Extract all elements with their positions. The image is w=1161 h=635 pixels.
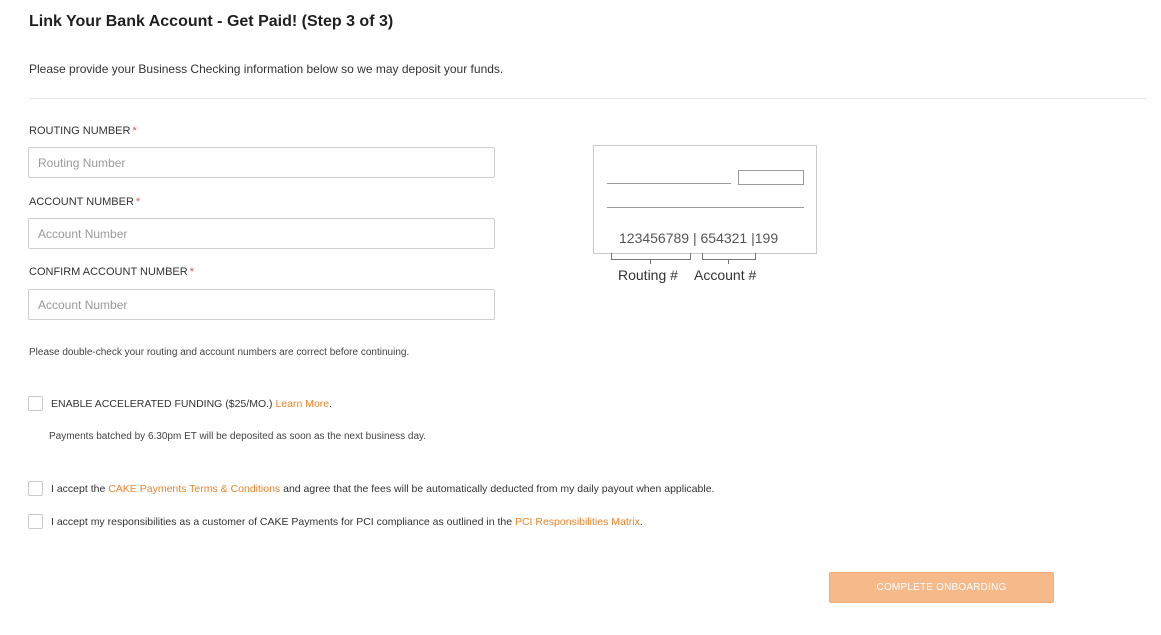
account-number-input[interactable]: [28, 218, 495, 249]
account-bracket: [702, 253, 756, 260]
confirm-account-number-label: [29, 266, 194, 278]
page-title: Link Your Bank Account - Get Paid! (Step 3 of 3): [29, 13, 394, 30]
routing-bracket-tick: [650, 260, 651, 264]
routing-number-caption: Routing #: [618, 267, 678, 283]
terms-row: [28, 481, 714, 496]
accelerated-funding-suffix: .: [329, 397, 333, 410]
check-amount-box: [738, 170, 804, 185]
account-number-label-text: ACCOUNT NUMBER: [29, 196, 134, 208]
routing-number-label: [29, 125, 137, 137]
learn-more-link[interactable]: Learn More: [275, 397, 330, 410]
divider: [29, 98, 1147, 99]
micr-account-number: 654321: [700, 230, 748, 246]
account-number-label: [29, 196, 140, 208]
routing-bracket: [611, 253, 691, 260]
account-bracket-tick: [728, 260, 729, 264]
accelerated-funding-description: Payments batched by 6.30pm ET will be deposited as soon as the next business day.: [49, 431, 427, 442]
terms-link[interactable]: CAKE Payments Terms & Conditions: [108, 482, 281, 495]
confirm-account-number-label-text: CONFIRM ACCOUNT NUMBER: [29, 266, 188, 278]
routing-number-label-text: ROUTING NUMBER: [29, 125, 131, 137]
pci-matrix-link[interactable]: PCI Responsibilities Matrix: [514, 515, 640, 528]
check-payee-line: [607, 183, 731, 184]
check-illustration: [593, 145, 817, 254]
pci-row: [28, 514, 643, 529]
required-marker: *: [132, 125, 137, 137]
accelerated-funding-checkbox[interactable]: [28, 396, 43, 411]
micr-routing-number: 123456789: [619, 230, 690, 246]
pci-checkbox[interactable]: [28, 514, 43, 529]
check-written-amount-line: [607, 207, 804, 208]
verification-hint: Please double-check your routing and account numbers are correct before continuing.: [29, 347, 410, 358]
terms-prefix: I accept the: [51, 482, 106, 495]
page-intro: Please provide your Business Checking information below so we may deposit your funds.: [29, 62, 504, 76]
terms-suffix: and agree that the fees will be automatically deducted from my daily payout when applicable.: [283, 482, 715, 495]
pci-prefix: I accept my responsibilities as a customer of CAKE Payments for PCI compliance as outlined in the: [51, 515, 513, 528]
micr-separator: |: [692, 230, 697, 246]
required-marker: *: [189, 266, 194, 278]
micr-separator: |: [751, 230, 755, 246]
check-micr-line: [619, 230, 778, 246]
routing-number-input[interactable]: [28, 147, 495, 178]
account-number-caption: Account #: [694, 267, 757, 283]
confirm-account-number-input[interactable]: [28, 289, 495, 320]
terms-checkbox[interactable]: [28, 481, 43, 496]
pci-suffix: .: [639, 515, 643, 528]
complete-onboarding-button[interactable]: COMPLETE ONBOARDING: [829, 572, 1054, 603]
accelerated-funding-row: [28, 396, 332, 411]
accelerated-funding-label: ENABLE ACCELERATED FUNDING ($25/MO.): [51, 397, 273, 410]
micr-check-number: 199: [754, 230, 779, 246]
required-marker: *: [135, 196, 141, 208]
